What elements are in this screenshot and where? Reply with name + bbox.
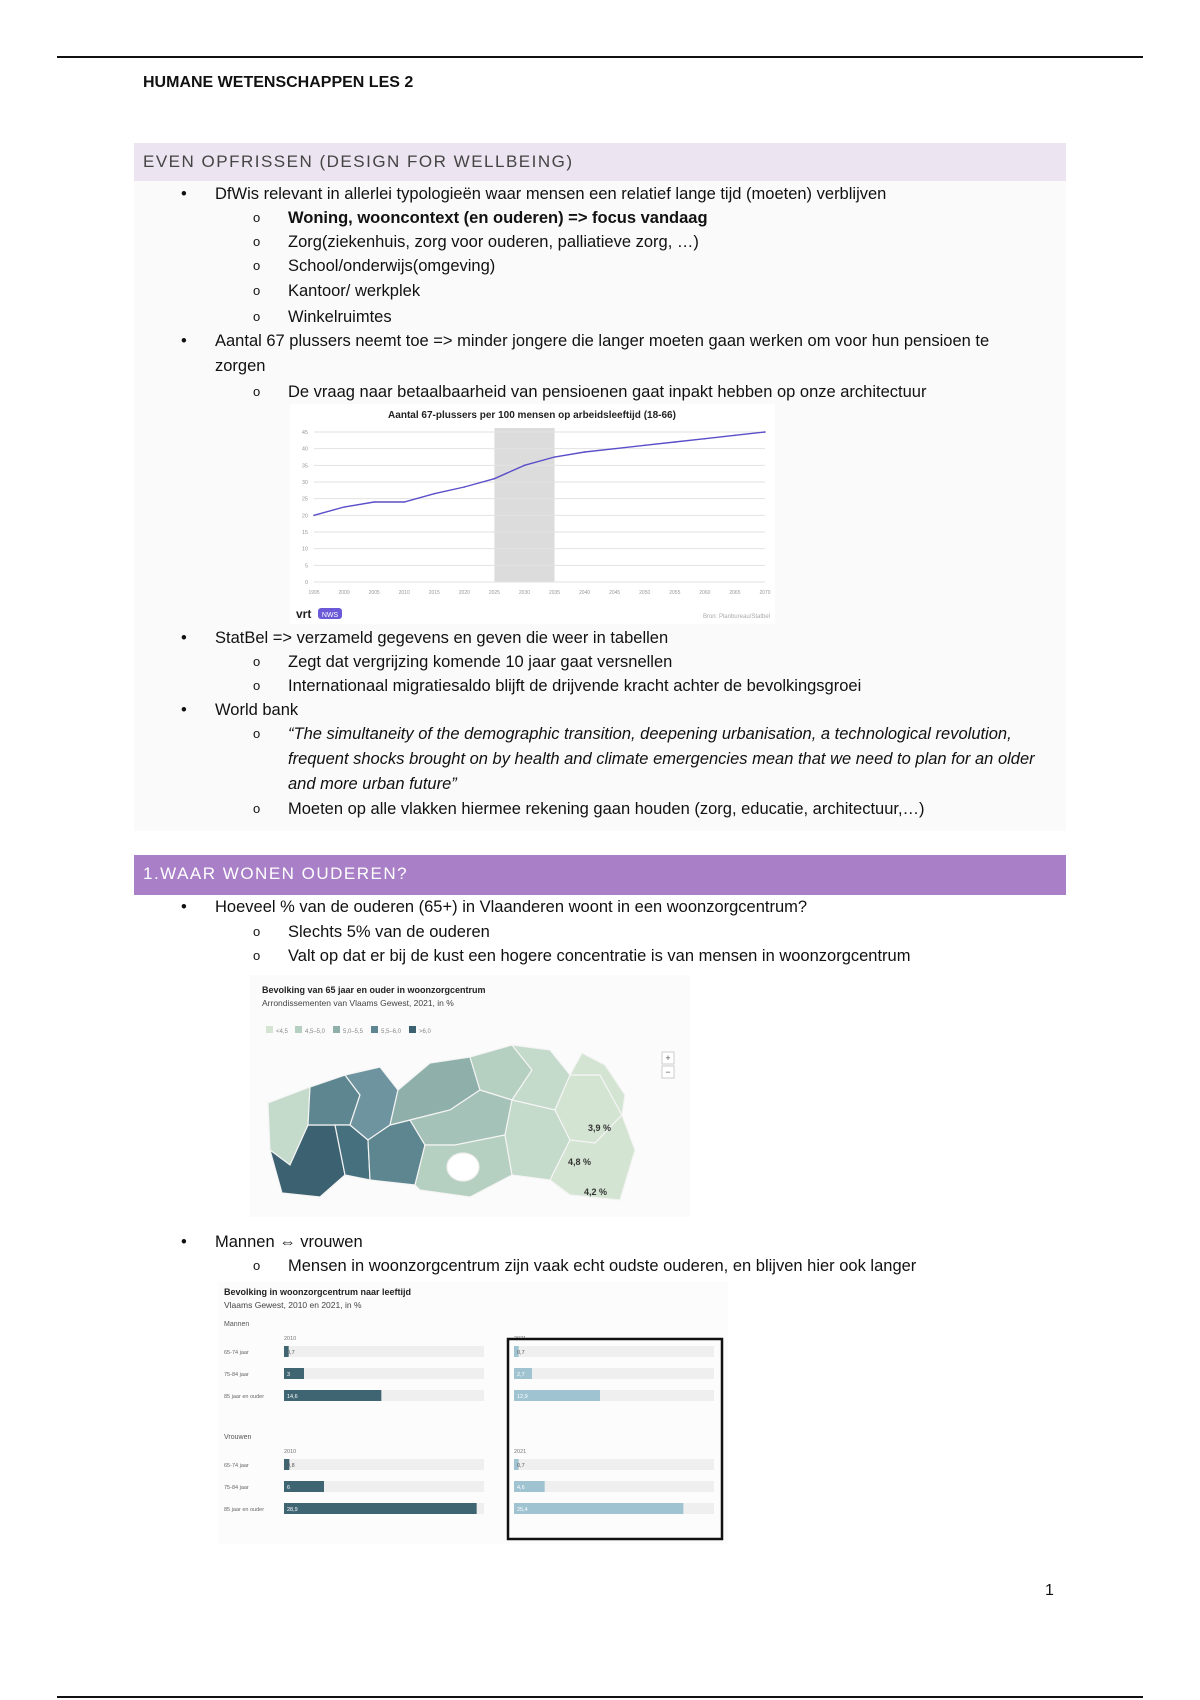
x-tick-label: 2040 [579,590,591,596]
category-label: 85 jaar en ouder [224,1394,265,1400]
x-tick-label: 2000 [338,590,350,596]
data-point [524,465,526,467]
bar-track [284,1346,484,1357]
y-tick-label: 25 [301,496,308,503]
svg-text:4,5–5,0: 4,5–5,0 [305,1029,326,1035]
bar-track [514,1368,714,1379]
bar-value-label: 28,9 [287,1507,298,1513]
data-point [614,448,616,450]
data-point [734,435,736,437]
x-tick-label: 2035 [548,590,561,596]
x-tick-label: 2025 [488,590,500,596]
zoom-out-button[interactable]: − [665,1067,671,1077]
map-label: 4,8 % [568,1157,592,1167]
y-tick-label: 45 [301,430,308,436]
bar-chart [218,1282,728,1544]
document-header: HUMANE WETENSCHAPPEN LES 2 [143,74,414,91]
bar [284,1390,381,1401]
bar-value-label: 25,4 [517,1507,528,1513]
bar-track [514,1346,714,1357]
data-point [494,478,496,480]
choropleth-map [250,975,690,1217]
bar-value-label: 0,8 [287,1463,295,1469]
svg-text:5,0–5,5: 5,0–5,5 [343,1029,364,1035]
bar-chart-figure [218,1282,728,1544]
series-label: 2010 [284,1336,297,1342]
bar-value-label: 2,7 [517,1372,525,1378]
map-title: Bevolking van 65 jaar en ouder in woonzorgcentrum [262,985,486,995]
section-heading-waar-wonen [134,855,1066,895]
data-point [644,445,646,447]
y-tick-label: 15 [301,530,308,536]
y-tick-label: 20 [301,513,308,520]
x-tick-label: 2030 [518,590,531,596]
nws-badge-label: NWS [321,612,339,619]
chart-title: Aantal 67-plussers per 100 mensen op arbeidsleeftijd (18-66) [388,410,676,421]
data-point [554,456,556,458]
bar-track [284,1368,484,1379]
bar-value-label: 14,6 [287,1394,298,1400]
section-heading-label: EVEN OPFRISSEN (DESIGN FOR WELLBEING) [143,152,574,171]
bar-value-label: 0,7 [287,1350,295,1356]
data-point [704,438,706,440]
x-tick-label: 2020 [458,590,470,596]
x-tick-label: 2015 [428,590,440,596]
top-rule [57,56,1143,58]
section-heading-refresh [134,143,1066,181]
x-tick-label: 2005 [368,590,380,596]
bar-track [284,1459,484,1470]
bottom-rule [57,1696,1143,1698]
bar [284,1503,477,1514]
bar-value-label: 0,7 [517,1463,525,1469]
y-tick-label: 35 [301,463,308,470]
x-tick-label: 2065 [729,590,741,596]
map-figure [250,975,690,1217]
vrt-logo: vrt [296,607,312,621]
x-tick-label: 2055 [669,590,681,596]
series-label: 2021 [514,1336,527,1342]
x-tick-label: 2045 [609,590,621,596]
category-label: 65-74 jaar [224,1463,249,1469]
bar-track [514,1459,714,1470]
category-label: 65-74 jaar [224,1350,249,1356]
page-number: 1 [1045,1582,1054,1599]
bar-value-label: 3 [287,1372,291,1378]
flanders-regions [268,1045,635,1200]
bar-value-label: 6 [287,1485,291,1491]
y-tick-label: 10 [301,546,308,553]
x-tick-label: 2070 [759,590,771,596]
series-label: 2021 [514,1449,527,1455]
bar-value-label: 12,9 [517,1394,528,1400]
svg-text:<4,5: <4,5 [276,1029,288,1035]
brussels-gap [447,1153,479,1181]
data-point [403,501,405,503]
data-point [433,493,435,495]
data-point [464,486,466,488]
data-point [313,515,315,517]
chart-source: Bron: Planbureau/Statbel [702,614,770,620]
map-label: 4,2 % [584,1187,608,1197]
map-label: 3,9 % [588,1123,612,1133]
data-point [343,506,345,508]
bar [514,1503,683,1514]
bar-value-label: 0,7 [517,1350,525,1356]
x-tick-label: 2010 [398,590,410,596]
data-point [373,501,375,503]
y-tick-label: 5 [304,563,308,570]
category-label: 85 jaar en ouder [224,1507,265,1513]
map-subtitle: Arrondissementen van Vlaams Gewest, 2021, in % [262,998,454,1008]
line-chart-figure [290,404,775,624]
svg-text:5,5–6,0: 5,5–6,0 [381,1029,402,1035]
group-label: Vrouwen [224,1434,252,1441]
line-chart [290,404,775,624]
series-label: 2010 [284,1449,297,1455]
category-label: 75-84 jaar [224,1485,249,1491]
y-tick-label: 0 [304,580,308,586]
zoom-in-button[interactable]: + [665,1053,671,1063]
bar-chart-title: Bevolking in woonzorgcentrum naar leeftijd [224,1287,412,1297]
map-legend [266,1026,432,1035]
group-label: Mannen [224,1321,250,1328]
section-heading-label: 1.WAAR WONEN OUDEREN? [143,864,409,883]
x-tick-label: 1995 [308,590,320,596]
y-tick-label: 30 [301,480,308,486]
x-tick-label: 2060 [699,590,711,596]
svg-text:>6,0: >6,0 [419,1029,431,1035]
data-point [764,431,766,433]
bar-value-label: 4,6 [517,1485,525,1491]
highlight-band [494,428,554,582]
data-point [674,441,676,443]
y-tick-label: 40 [301,446,308,453]
data-point [584,451,586,453]
bar-chart-subtitle: Vlaams Gewest, 2010 en 2021, in % [224,1300,362,1310]
category-label: 75-84 jaar [224,1372,249,1378]
map-zoom-controls[interactable] [662,1052,674,1078]
x-tick-label: 2050 [639,590,651,596]
